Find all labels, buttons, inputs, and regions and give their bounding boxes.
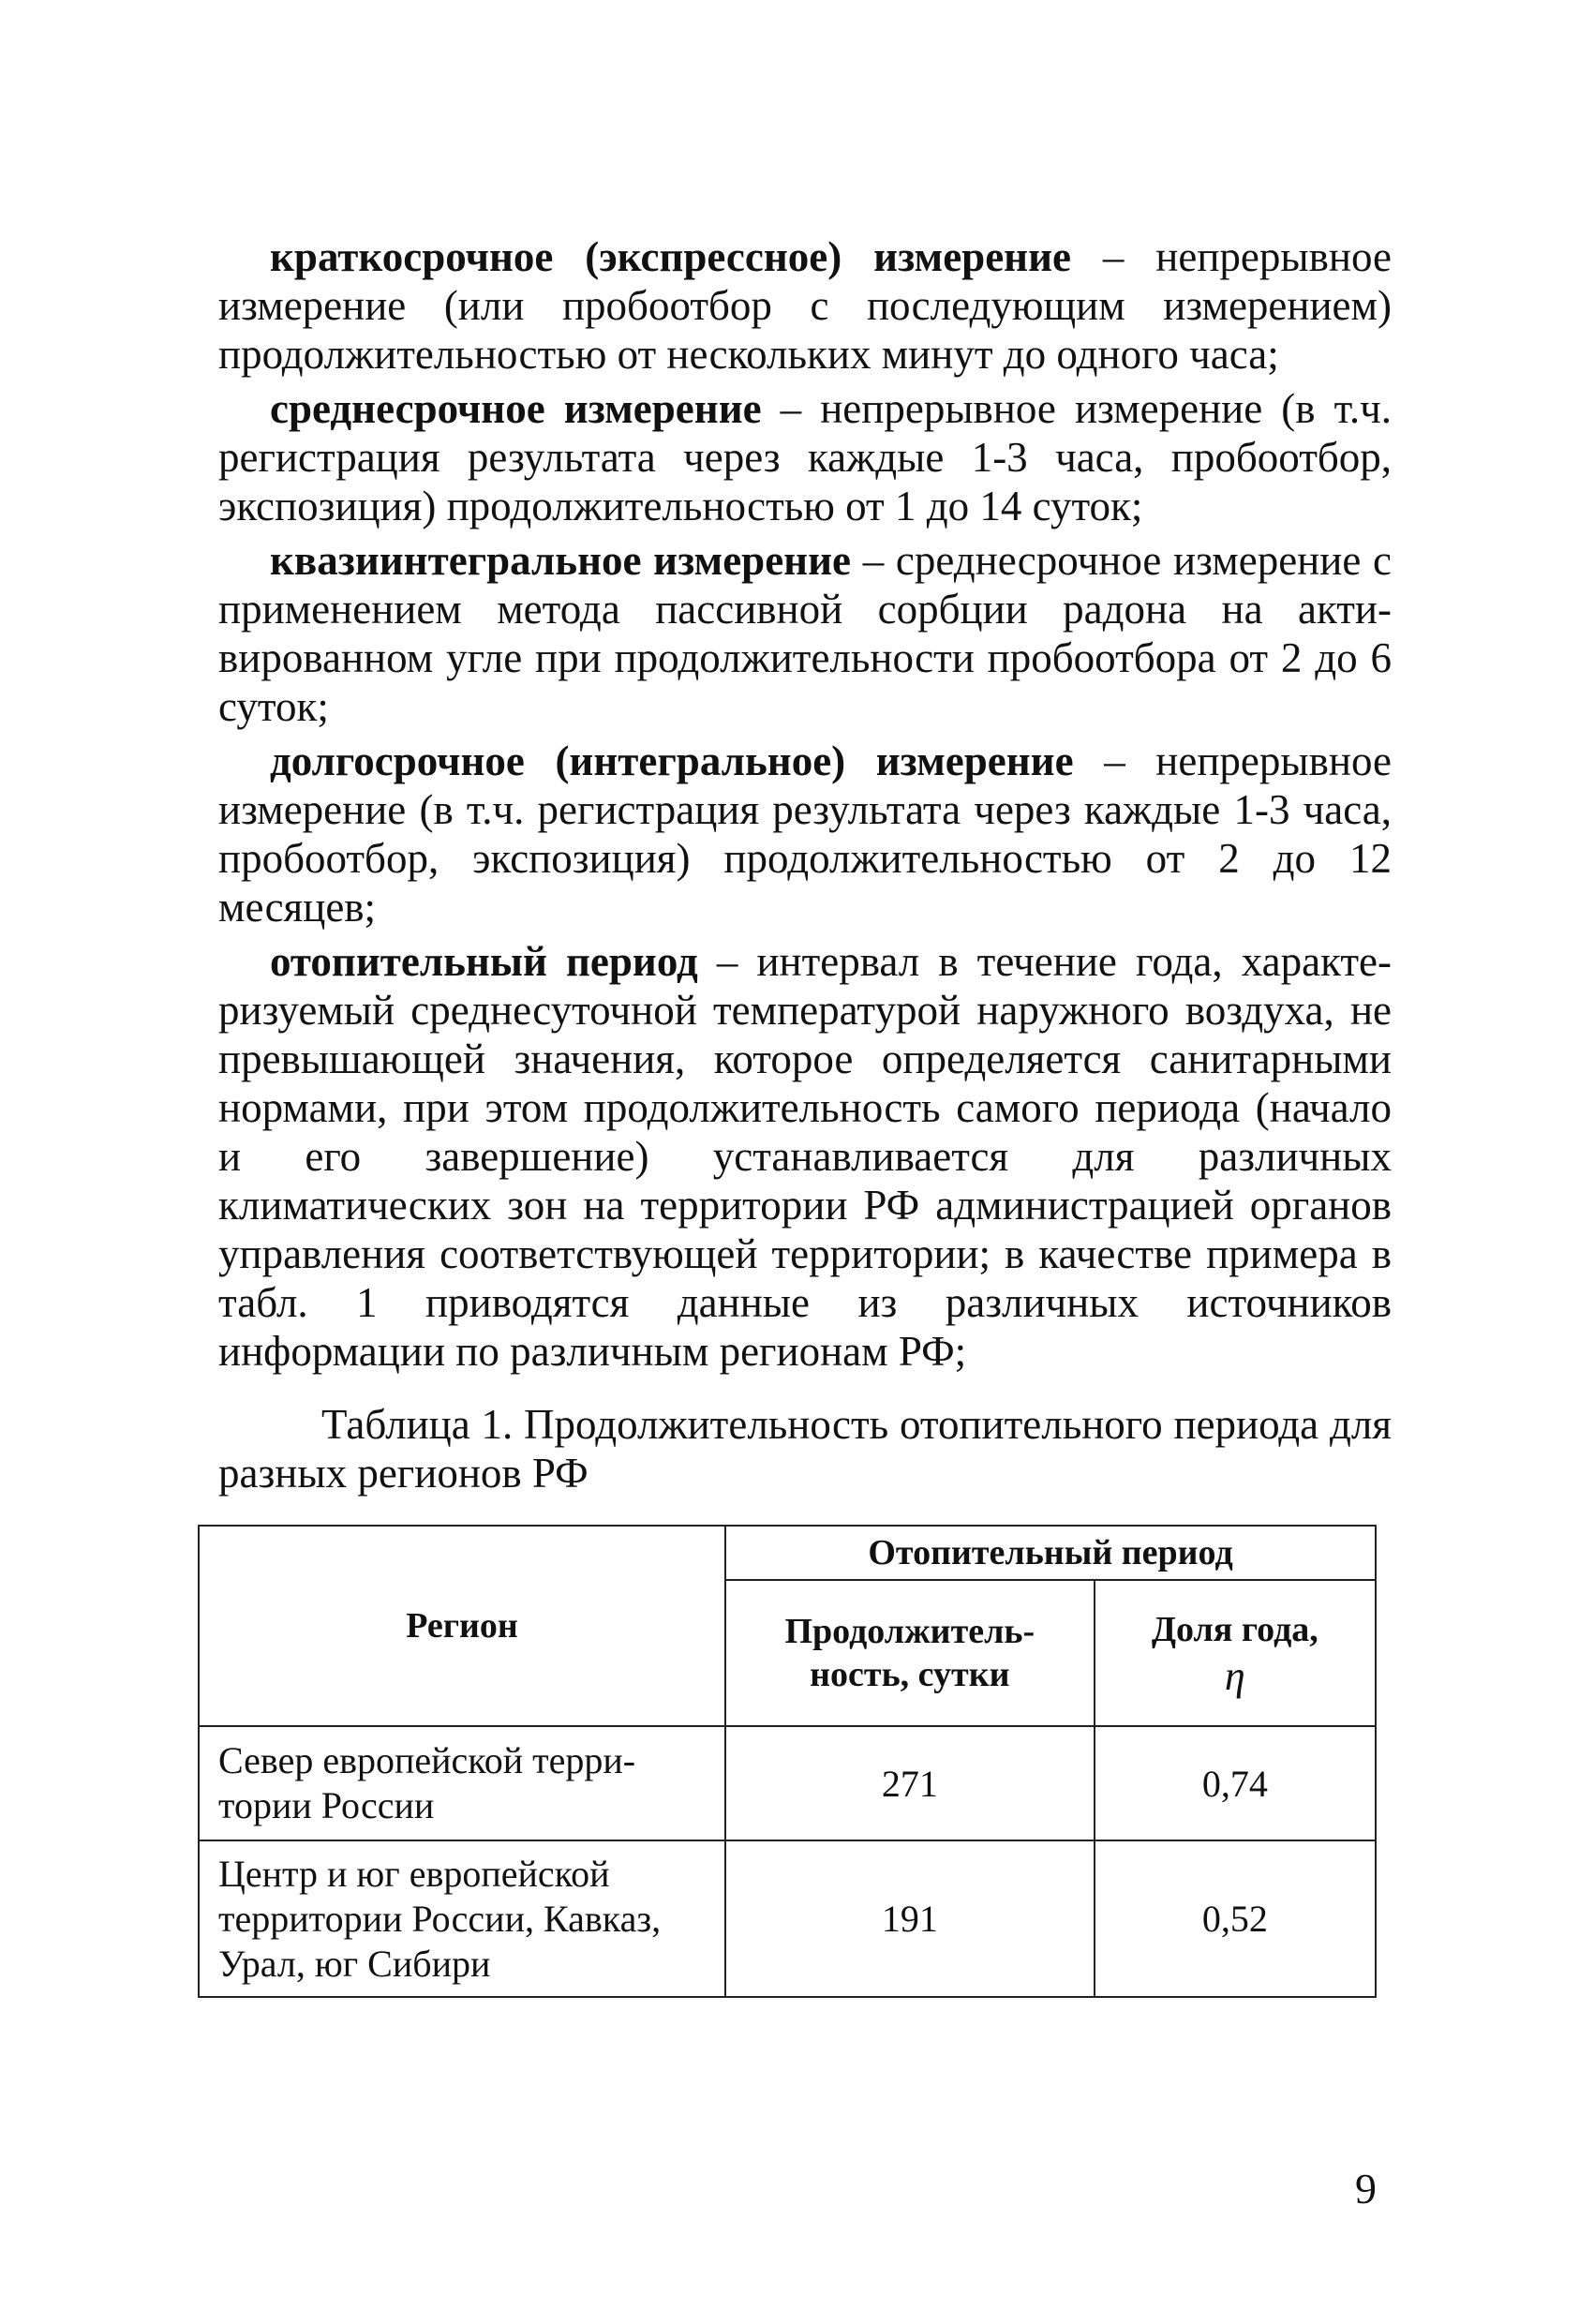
definition-term: краткосрочное (экспрессное) измерение: [270, 233, 1071, 280]
table-row: [199, 1840, 1376, 1997]
header-duration: [725, 1580, 1095, 1726]
eta-symbol: η: [1224, 1653, 1245, 1699]
definition-paragraph: [218, 536, 1392, 731]
duration-cell: 191: [725, 1840, 1095, 1997]
duration-cell: 271: [725, 1726, 1095, 1840]
definition-text: – непрерывное измерение (в т.ч. регистрация результата через каждые 1-3 часа, пробоотбор, экспозиция) продолжительностью от 2 до 12 месяцев;: [218, 737, 1392, 931]
fraction-cell: 0,52: [1095, 1840, 1376, 1997]
definition-term: отопительный период: [270, 938, 698, 985]
header-fraction: [1095, 1580, 1376, 1726]
table-row: [199, 1726, 1376, 1840]
region-line-1: Центр и юг европейской: [218, 1852, 610, 1895]
page-number: 9: [1355, 2165, 1377, 2212]
definition-paragraph: [218, 384, 1392, 530]
header-fraction-label: Доля года,: [1151, 1610, 1318, 1649]
definition-text: – среднесрочное измерение с применением метода пассивной сорбции радона на активированном угле при продолжительности пробоотбора от 2 до 6 суток;: [218, 537, 1392, 730]
definition-paragraph: [218, 737, 1392, 931]
table-caption: Таблица 1. Продолжительность отопительного периода для разных регионов РФ: [218, 1401, 1392, 1497]
region-cell: [199, 1726, 725, 1840]
definition-text: – интервал в течение года, характеризуемый среднесуточной температурой наружного воздуха, не превышающей значения, которое определяется санитарными нормами, при этом продолжительность самого периода (начало и его завершение) устанавливается для различных климатических зон на территории РФ администрацией органов управления соответствующей территории; в качестве примера в табл. 1 приводятся данные из различных источников информации по различным регионам РФ;: [218, 938, 1392, 1375]
header-region: Регион: [199, 1526, 725, 1726]
definition-text: – непрерывное измерение (или пробоотбор с последующим измерением) продолжительностью от нескольких минут до одного часа;: [218, 233, 1392, 378]
definition-term: среднесрочное измерение: [270, 385, 762, 432]
definition-term: квазиинтегральное измерение: [270, 537, 851, 584]
definition-term: долгосрочное (интегральное) измерение: [270, 737, 1074, 784]
definition-paragraph: [218, 232, 1392, 379]
document-body: [218, 232, 1392, 1497]
definition-paragraph: [218, 937, 1392, 1376]
region-line-3: Урал, юг Сибири: [218, 1942, 491, 1985]
region-line-2: территории России, Кавказ,: [218, 1897, 662, 1940]
header-duration-line-1: Продолжитель-: [784, 1612, 1035, 1651]
header-duration-line-2: ность, сутки: [810, 1655, 1010, 1694]
definition-text: – непрерывное измерение (в т.ч. регистрация результата через каждые 1-3 часа, пробоотбор, экспозиция) продолжительностью от 1 до 14 суток;: [218, 385, 1392, 529]
fraction-cell: 0,74: [1095, 1726, 1376, 1840]
region-cell: [199, 1840, 725, 1997]
header-heating-period: Отопительный период: [725, 1526, 1376, 1580]
region-line-1: Север европейской терри-: [218, 1739, 636, 1781]
region-line-2: тории России: [218, 1784, 435, 1826]
heating-period-table: [198, 1525, 1377, 1998]
